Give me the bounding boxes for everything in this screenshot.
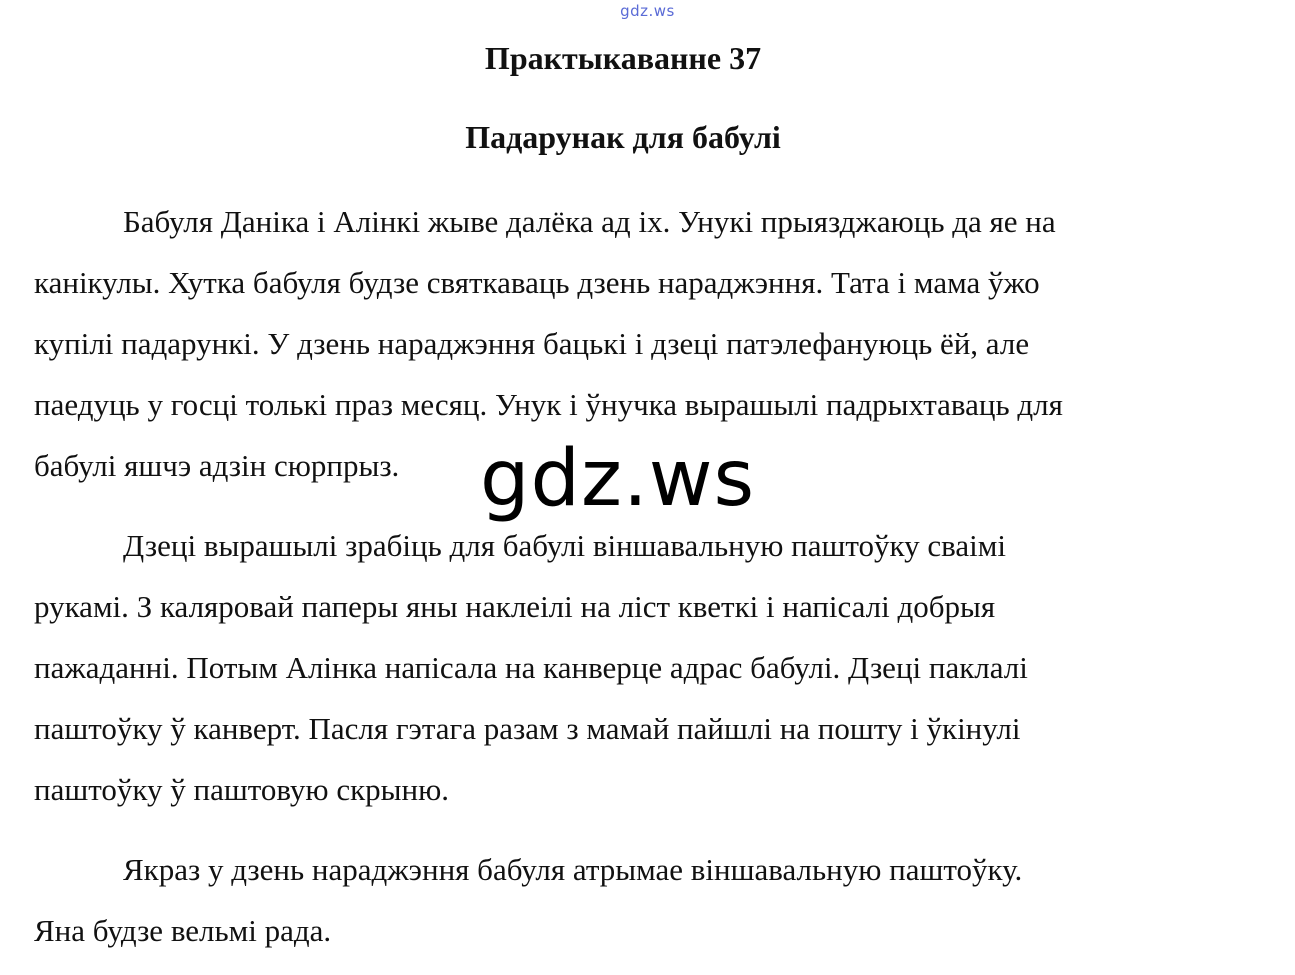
paragraph-2 <box>34 515 1234 820</box>
text-line: Яна будзе вельмі рада. <box>34 913 332 948</box>
text-line: Якраз у дзень нараджэння бабуля атрымае віншавальную паштоўку. <box>123 852 1023 887</box>
page-title: Практыкаванне 37 <box>484 40 762 76</box>
text-line: канікулы. Хутка бабуля будзе святкаваць дзень нараджэння. Тата і мама ўжо <box>34 265 1040 300</box>
center-watermark: gdz.ws <box>480 434 756 524</box>
text-line: рукамі. З каляровай паперы яны наклеілі на ліст кветкі і напісалі добрыя <box>34 589 996 624</box>
top-watermark: gdz.ws <box>620 2 675 20</box>
text-line: паедуць у госці толькі праз месяц. Унук і ўнучка вырашылі падрыхтаваць для <box>34 387 1063 422</box>
text-line: паштоўку ў паштовую скрыню. <box>34 772 449 807</box>
text-line: бабулі яшчэ адзін сюрпрыз. <box>34 448 400 483</box>
text-line: Дзеці вырашылі зрабіць для бабулі віншавальную паштоўку сваімі <box>123 528 1007 563</box>
text-line: пажаданні. Потым Алінка напісала на канверце адрас бабулі. Дзеці паклалі <box>34 650 1028 685</box>
story-title: Падарунак для бабулі <box>465 119 781 155</box>
text-line: купілі падарункі. У дзень нараджэння бацькі і дзеці патэлефануюць ёй, але <box>34 326 1030 361</box>
paragraph-3 <box>34 839 1234 961</box>
text-line: паштоўку ў канверт. Пасля гэтага разам з мамай пайшлі на пошту і ўкінулі <box>34 711 1021 746</box>
text-line: Бабуля Даніка і Алінкі жыве далёка ад іх. Унукі прыязджаюць да яе на <box>123 204 1056 239</box>
